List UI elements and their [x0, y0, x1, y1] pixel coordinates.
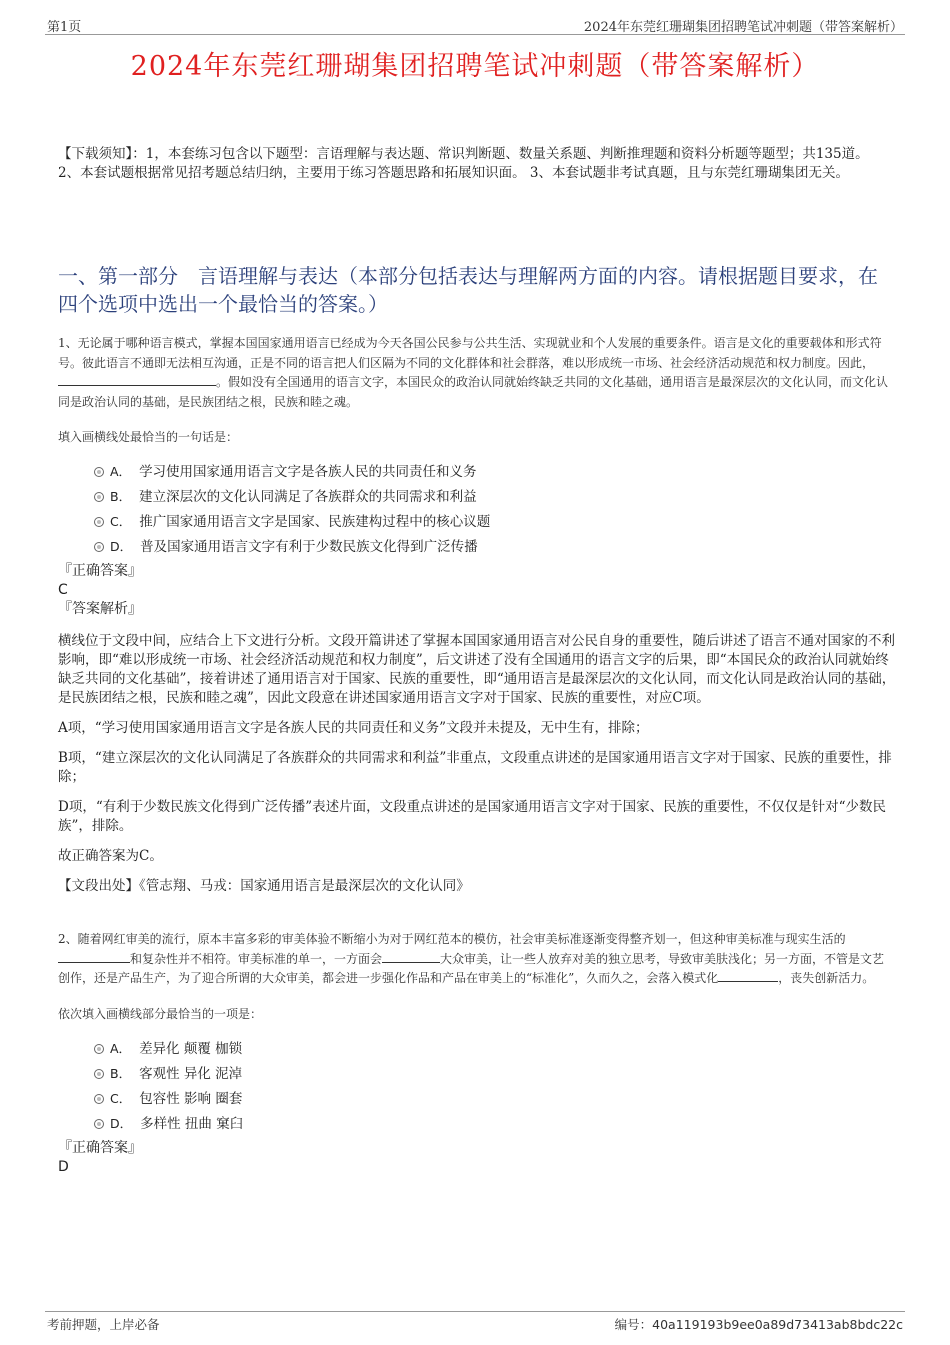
analysis-label: 『答案解析』 — [58, 601, 142, 617]
analysis-paragraph: 故正确答案为C。 — [58, 848, 163, 864]
option-letter: C． — [110, 1090, 132, 1106]
correct-answer-label: 『正确答案』 — [58, 1139, 142, 1156]
radio-button-icon[interactable] — [94, 1094, 104, 1104]
page-footer — [45, 1311, 905, 1338]
document-title: 2024年东莞红珊瑚集团招聘笔试冲刺题（带答案解析） — [130, 51, 820, 82]
question-2-text-part3: 大众审美，让一些人放弃对美的独立思考，导致审美肤浅化；另一方面，不管是文艺创作，还是产品生产，为了迎合所谓的大众审美，都会进一步强化作品和产品在审美上的“标准化”，久而久之，会落入模式化 — [58, 951, 885, 985]
download-notice: 【下载须知】：1，本套练习包含以下题型：言语理解与表达题、常识判断题、数量关系题、判断推理题和资料分析题等题型；共135道。 2、本套试题根据常见招考题总结归纳，主要用于练习答题思路和拓展知识面。 3、本套试题非考试真题，且与东莞红珊瑚集团无关。 — [58, 146, 869, 181]
answer-blank — [718, 969, 778, 982]
option-b[interactable] — [58, 1061, 896, 1086]
page-header — [45, 14, 905, 35]
radio-button-icon[interactable] — [94, 467, 104, 477]
option-text: 差异化 颠覆 枷锁 — [139, 1040, 243, 1057]
option-letter: A． — [110, 1040, 132, 1056]
page-number: 第1页 — [47, 20, 82, 35]
option-c[interactable] — [58, 509, 896, 534]
option-text: 建立深层次的文化认同满足了各族群众的共同需求和利益 — [139, 489, 477, 505]
question-1 — [58, 334, 896, 907]
section-title: 一、第一部分 言语理解与表达（本部分包括表达与理解两方面的内容。请根据题目要求，在四个选项中选出一个最恰当的答案。） — [58, 264, 878, 316]
question-2-options — [58, 1036, 896, 1136]
footer-slogan: 考前押题，上岸必备 — [47, 1317, 160, 1332]
correct-answer: D — [58, 1158, 69, 1175]
answer-blank — [58, 950, 130, 963]
analysis-paragraph: B项，“建立深层次的文化认同满足了各族群众的共同需求和利益”非重点，文段重点讲述的是国家通用语言文字对于国家、民族的重要性，排除； — [58, 750, 892, 785]
option-text: 多样性 扭曲 窠臼 — [140, 1115, 244, 1132]
option-text: 客观性 异化 泥淖 — [139, 1065, 243, 1082]
radio-button-icon[interactable] — [94, 1044, 104, 1054]
question-2-prompt: 依次填入画横线部分最恰当的一项是： — [58, 1006, 263, 1021]
option-letter: B． — [110, 489, 132, 504]
option-text: 普及国家通用语言文字有利于少数民族文化得到广泛传播 — [140, 539, 478, 555]
question-2-text-part4: ，丧失创新活力。 — [778, 971, 875, 985]
question-2-text-part2: 和复杂性并不相符。审美标准的单一，一方面会 — [130, 951, 383, 966]
correct-answer: C — [58, 582, 68, 598]
analysis-paragraph: A项，“学习使用国家通用语言文字是各族人民的共同责任和义务”文段并未提及，无中生有，排除； — [58, 720, 649, 736]
answer-blank — [382, 950, 440, 963]
option-text: 推广国家通用语言文字是国家、民族建构过程中的核心议题 — [139, 514, 491, 530]
option-text: 包容性 影响 圈套 — [139, 1090, 243, 1107]
radio-button-icon[interactable] — [94, 1069, 104, 1079]
option-letter: D． — [110, 539, 133, 554]
question-2-text — [58, 930, 896, 989]
footer-code — [615, 1315, 903, 1333]
source-citation: 【文段出处】《管志翔、马戎：国家通用语言是最深层次的文化认同》 — [58, 878, 470, 894]
analysis-paragraph: 横线位于文段中间，应结合上下文进行分析。文段开篇讲述了掌握本国国家通用语言对公民自身的重要性，随后讲述了语言不通对国家的不利影响，即“难以形成统一市场、社会经济活动规范和权力制度”，后文讲述了没有全国通用的语言文字的后果，即“本国民众的政治认同就始终缺乏共同的文化基础”，接着讲述了通用语言对于国家、民族的重要性，即“通用语言是最深层次的文化认同，而文化认同是政治认同的基础，是民族团结之根，民族和睦之魂”，因此文段意在讲述国家通用语言文字对于国家、民族的重要性，对应C项。 — [58, 633, 896, 706]
question-1-text-part2: 。假如没有全国通用的语言文字，本国民众的政治认同就始终缺乏共同的文化基础，通用语言是最深层次的文化认同，而文化认同是政治认同的基础，是民族团结之根，民族和睦之魂。 — [58, 375, 889, 409]
question-1-text — [58, 334, 896, 412]
option-letter: C． — [110, 514, 132, 529]
question-2-text-part1: 2、随着网红审美的流行，原本丰富多彩的审美体验不断缩小为对于网红范本的模仿，社会审美标准逐渐变得整齐划一，但这种审美标准与现实生活的 — [58, 932, 846, 946]
option-letter: B． — [110, 1065, 132, 1081]
radio-button-icon[interactable] — [94, 517, 104, 527]
option-b[interactable] — [58, 484, 896, 509]
radio-button-icon[interactable] — [94, 542, 104, 552]
answer-blank — [58, 373, 216, 386]
question-2 — [58, 930, 896, 1176]
question-1-options — [58, 459, 896, 559]
question-1-text-part1: 1、无论属于哪种语言模式，掌握本国国家通用语言已经成为今天各国公民参与公共生活、实现就业和个人发展的重要条件。语言是文化的重要载体和形式符号。彼此语言不通即无法相互沟通，正是不同的语言把人们区隔为不同的文化群体和社会群落，难以形成统一市场、社会经济活动规范和权力制度。因此， — [58, 336, 882, 370]
footer-code-value: 40a119193b9ee0a89d73413ab8bdc22c — [652, 1317, 903, 1332]
question-1-prompt: 填入画横线处最恰当的一句话是： — [58, 430, 239, 444]
option-text: 学习使用国家通用语言文字是各族人民的共同责任和义务 — [139, 464, 477, 480]
header-doc-name: 2024年东莞红珊瑚集团招聘笔试冲刺题（带答案解析） — [583, 20, 903, 35]
option-letter: A． — [110, 464, 132, 479]
option-a[interactable] — [58, 459, 896, 484]
correct-answer-label: 『正确答案』 — [58, 563, 142, 579]
analysis-paragraph: D项，“有利于少数民族文化得到广泛传播”表述片面，文段重点讲述的是国家通用语言文字对于国家、民族的重要性，不仅仅是针对“少数民族”，排除。 — [58, 799, 887, 834]
option-a[interactable] — [58, 1036, 896, 1061]
option-letter: D． — [110, 1115, 133, 1131]
option-d[interactable] — [58, 1111, 896, 1136]
footer-code-label: 编号： — [614, 1317, 653, 1332]
radio-button-icon[interactable] — [94, 492, 104, 502]
option-c[interactable] — [58, 1086, 896, 1111]
radio-button-icon[interactable] — [94, 1119, 104, 1129]
analysis-body — [58, 632, 896, 896]
option-d[interactable] — [58, 534, 896, 559]
